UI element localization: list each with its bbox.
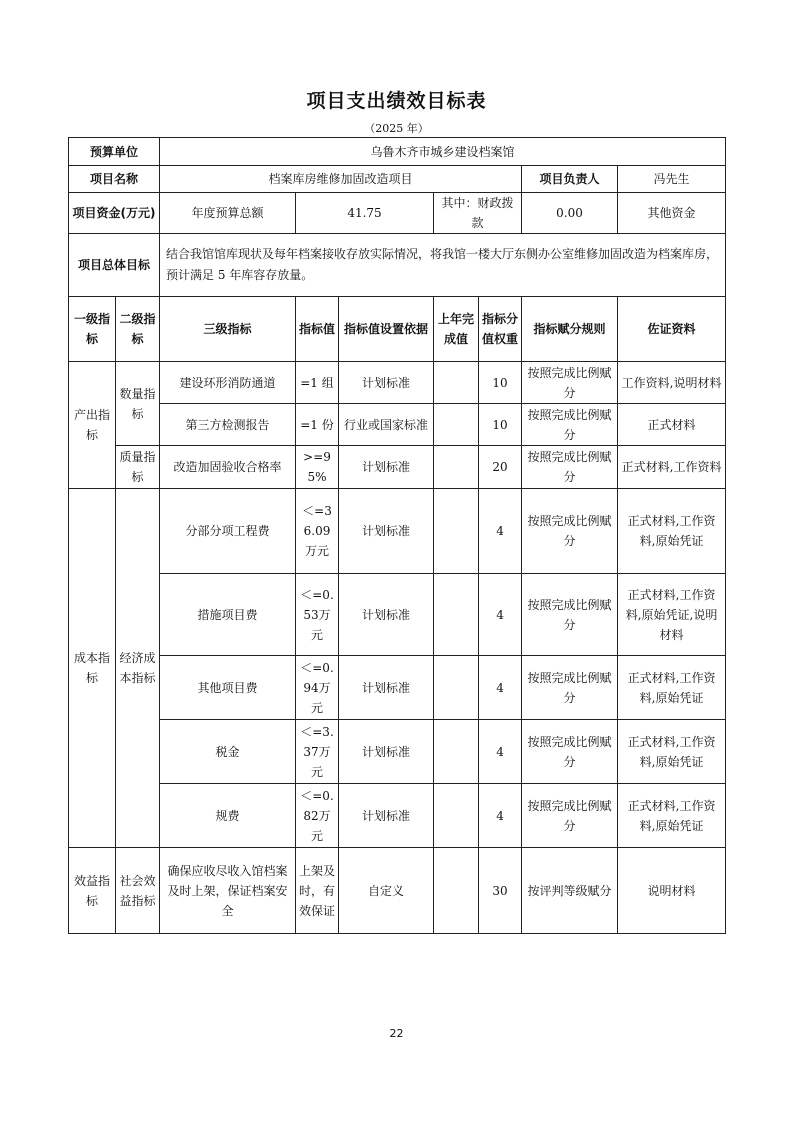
weight-cell: 4 (479, 489, 522, 574)
evidence-cell: 说明材料 (618, 848, 726, 934)
header-evidence: 佐证资料 (618, 297, 726, 362)
fiscal-label: 其中：财政拨款 (434, 193, 522, 234)
overall-goal-text: 结合我馆馆库现状及每年档案接收存放实际情况，将我馆一楼大厅东侧办公室维修加固改造为档案库房，预计满足 5 年库容存放量。 (160, 234, 726, 297)
project-leader-value: 冯先生 (618, 166, 726, 193)
basis-cell: 自定义 (339, 848, 434, 934)
last-year-cell (434, 446, 479, 489)
rule-cell: 按照完成比例赋分 (522, 784, 618, 848)
header-level3: 三级指标 (160, 297, 296, 362)
header-rule: 指标赋分规则 (522, 297, 618, 362)
basis-cell: 计划标准 (339, 720, 434, 784)
evidence-cell: 正式材料,工作资料,原始凭证,说明材料 (618, 574, 726, 656)
rule-cell: 按评判等级赋分 (522, 848, 618, 934)
project-name-label: 项目名称 (69, 166, 160, 193)
budget-unit-label: 预算单位 (69, 138, 160, 166)
level3-cell: 确保应收尽收入馆档案及时上架，保证档案安全 (160, 848, 296, 934)
level3-cell: 建设环形消防通道 (160, 362, 296, 404)
other-funds-label: 其他资金 (618, 193, 726, 234)
table-row (69, 446, 726, 489)
rule-cell: 按照完成比例赋分 (522, 404, 618, 446)
table-row (69, 362, 726, 404)
rule-cell: 按照完成比例赋分 (522, 362, 618, 404)
level1-cell: 产出指标 (69, 362, 116, 489)
evidence-cell: 正式材料,工作资料,原始凭证 (618, 784, 726, 848)
annual-total-value: 41.75 (296, 193, 434, 234)
weight-cell: 4 (479, 574, 522, 656)
table-row (69, 574, 726, 656)
value-cell: ＜=0.94万元 (296, 656, 339, 720)
last-year-cell (434, 784, 479, 848)
evidence-cell: 正式材料 (618, 404, 726, 446)
basis-cell: 计划标准 (339, 489, 434, 574)
basis-cell: 计划标准 (339, 362, 434, 404)
evidence-cell: 正式材料,工作资料,原始凭证 (618, 489, 726, 574)
basis-cell: 计划标准 (339, 446, 434, 489)
table-row (69, 656, 726, 720)
level2-cell: 经济成本指标 (116, 489, 160, 848)
value-cell: =1 组 (296, 362, 339, 404)
value-cell: ＜=36.09万元 (296, 489, 339, 574)
level2-cell: 社会效益指标 (116, 848, 160, 934)
level3-cell: 税金 (160, 720, 296, 784)
fiscal-value: 0.00 (522, 193, 618, 234)
last-year-cell (434, 720, 479, 784)
header-last-year: 上年完成值 (434, 297, 479, 362)
header-level1: 一级指标 (69, 297, 116, 362)
level3-cell: 措施项目费 (160, 574, 296, 656)
overall-goal-label: 项目总体目标 (69, 234, 160, 297)
level1-cell: 成本指标 (69, 489, 116, 848)
header-basis: 指标值设置依据 (339, 297, 434, 362)
weight-cell: 4 (479, 656, 522, 720)
last-year-cell (434, 574, 479, 656)
level2-cell: 质量指标 (116, 446, 160, 489)
value-cell: >=95% (296, 446, 339, 489)
rule-cell: 按照完成比例赋分 (522, 489, 618, 574)
value-cell: ＜=0.82万元 (296, 784, 339, 848)
last-year-cell (434, 848, 479, 934)
budget-unit-value: 乌鲁木齐市城乡建设档案馆 (160, 138, 726, 166)
last-year-cell (434, 656, 479, 720)
value-cell: 上架及时，有效保证 (296, 848, 339, 934)
page-number: 22 (389, 1027, 404, 1040)
basis-cell: 计划标准 (339, 574, 434, 656)
header-level2: 二级指标 (116, 297, 160, 362)
basis-cell: 行业或国家标准 (339, 404, 434, 446)
value-cell: =1 份 (296, 404, 339, 446)
weight-cell: 10 (479, 404, 522, 446)
rule-cell: 按照完成比例赋分 (522, 574, 618, 656)
evidence-cell: 正式材料,工作资料,原始凭证 (618, 720, 726, 784)
project-leader-label: 项目负责人 (522, 166, 618, 193)
table-row (69, 404, 726, 446)
header-weight: 指标分值权重 (479, 297, 522, 362)
rule-cell: 按照完成比例赋分 (522, 656, 618, 720)
evidence-cell: 正式材料,工作资料 (618, 446, 726, 489)
table-row (69, 720, 726, 784)
table-row (69, 848, 726, 934)
project-name-value: 档案库房维修加固改造项目 (160, 166, 522, 193)
page-title: 项目支出绩效目标表 (306, 90, 487, 112)
last-year-cell (434, 362, 479, 404)
evidence-cell: 工作资料,说明材料 (618, 362, 726, 404)
weight-cell: 30 (479, 848, 522, 934)
value-cell: ＜=0.53万元 (296, 574, 339, 656)
weight-cell: 10 (479, 362, 522, 404)
level3-cell: 规费 (160, 784, 296, 848)
table-row (69, 489, 726, 574)
last-year-cell (434, 489, 479, 574)
table-row (69, 784, 726, 848)
weight-cell: 20 (479, 446, 522, 489)
level3-cell: 分部分项工程费 (160, 489, 296, 574)
project-funds-label: 项目资金(万元) (69, 193, 160, 234)
annual-total-label: 年度预算总额 (160, 193, 296, 234)
performance-target-table (68, 137, 726, 934)
basis-cell: 计划标准 (339, 656, 434, 720)
rule-cell: 按照完成比例赋分 (522, 446, 618, 489)
last-year-cell (434, 404, 479, 446)
level1-cell: 效益指标 (69, 848, 116, 934)
basis-cell: 计划标准 (339, 784, 434, 848)
value-cell: ＜=3.37万元 (296, 720, 339, 784)
evidence-cell: 正式材料,工作资料,原始凭证 (618, 656, 726, 720)
level3-cell: 改造加固验收合格率 (160, 446, 296, 489)
level3-cell: 第三方检测报告 (160, 404, 296, 446)
level3-cell: 其他项目费 (160, 656, 296, 720)
weight-cell: 4 (479, 784, 522, 848)
weight-cell: 4 (479, 720, 522, 784)
level2-cell: 数量指标 (116, 362, 160, 446)
year-label: （2025 年） (364, 122, 429, 135)
rule-cell: 按照完成比例赋分 (522, 720, 618, 784)
header-value: 指标值 (296, 297, 339, 362)
